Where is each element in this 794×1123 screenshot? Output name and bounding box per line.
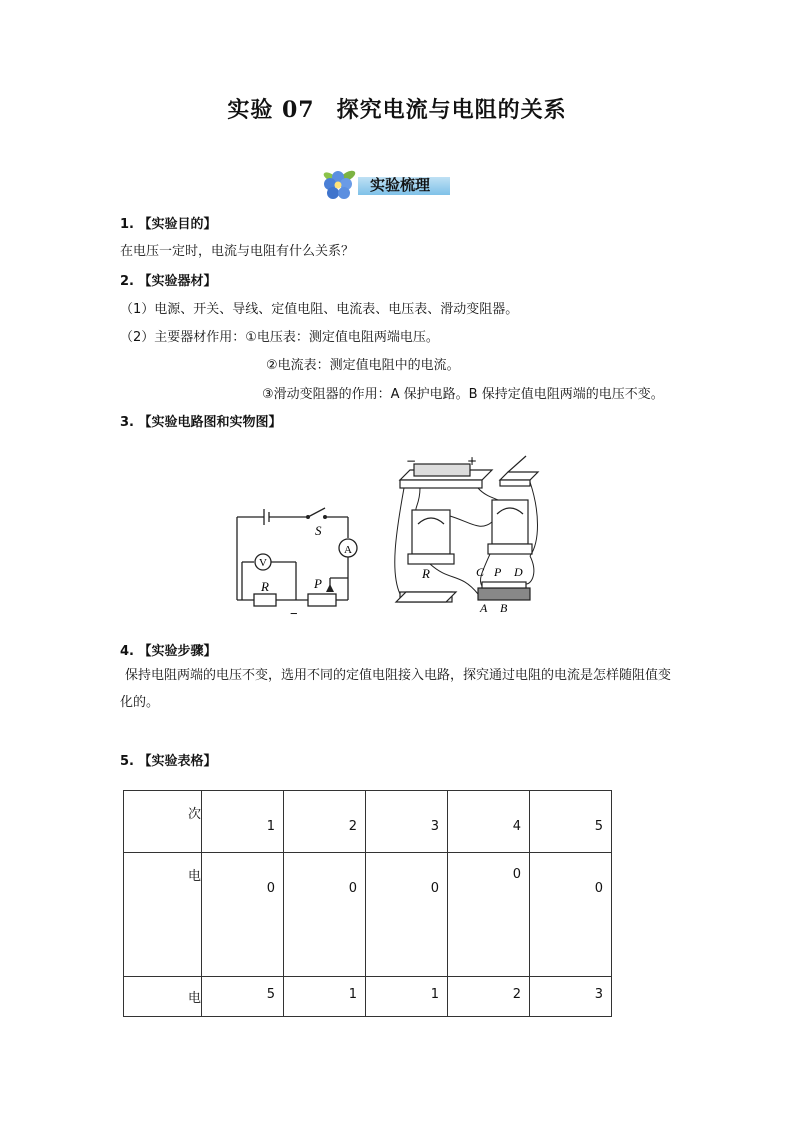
table-row-label: 次 [188, 807, 202, 822]
rheostat-d-label: D [514, 565, 523, 579]
ammeter-symbol-label: A [344, 544, 352, 556]
rheostat-c-label: C [476, 565, 485, 579]
table-cell: 5 [530, 791, 612, 853]
equipment-role-ammeter: ②电流表：测定值电阻中的电流。 [266, 358, 460, 373]
battery-plus-label: + [467, 454, 478, 468]
equipment-list: （1）电源、开关、导线、定值电阻、电流表、电压表、滑动变阻器。 [120, 302, 519, 317]
section-banner [318, 166, 458, 202]
apparatus-picture [390, 452, 548, 620]
table-cell: 0 [366, 853, 448, 977]
table-cell: 2 [284, 791, 366, 853]
flower-icon [318, 166, 358, 202]
section-1-heading: 1. 【实验目的】 [120, 217, 217, 232]
table-cell: 2 [448, 977, 530, 1017]
rheostat-b-label: B [500, 601, 508, 615]
table-cell: 5 [202, 977, 284, 1017]
battery-minus-label: − [406, 454, 417, 468]
table-row-label-cell [124, 977, 202, 1017]
banner-label: 实验梳理 [370, 176, 431, 194]
circuit-diagram [230, 500, 360, 620]
section-1-text: 在电压一定时，电流与电阻有什么关系？ [120, 244, 355, 259]
section-4-heading: 4. 【实验步骤】 [120, 644, 217, 659]
table-row [124, 853, 612, 977]
data-table [123, 790, 612, 1017]
resistor-label: R [261, 579, 269, 594]
table-row [124, 791, 612, 853]
page-title [0, 93, 794, 124]
table-cell: 4 [448, 791, 530, 853]
table-cell: 3 [366, 791, 448, 853]
rheostat-p-label: P [494, 565, 502, 579]
table-row-label-cell [124, 853, 202, 977]
table-row-label: 电 [188, 869, 202, 884]
table-row-label-cell [124, 791, 202, 853]
table-cell: 3 [530, 977, 612, 1017]
title-experiment-topic: 探究电流与电阻的关系 [336, 97, 567, 123]
title-experiment-number: 实验 07 [227, 97, 315, 123]
section-2-heading: 2. 【实验器材】 [120, 274, 217, 289]
slider-label: P [314, 576, 322, 591]
section-4-text: 保持电阻两端的电压不变，选用不同的定值电阻接入电路，探究通过电阻的电流是怎样随阻值变化的。 [120, 668, 672, 710]
terminal-minus-label: − [290, 606, 298, 620]
section-3-heading: 3. 【实验电路图和实物图】 [120, 415, 282, 430]
table-cell: 1 [366, 977, 448, 1017]
switch-label: S [315, 523, 322, 538]
table-cell: 0 [202, 853, 284, 977]
apparatus-resistor-label: R [422, 566, 430, 581]
section-5-heading: 5. 【实验表格】 [120, 754, 217, 769]
table-cell: 0 [448, 853, 530, 977]
table-cell: 0 [530, 853, 612, 977]
table-row [124, 977, 612, 1017]
table-cell: 0 [284, 853, 366, 977]
rheostat-a-label: A [480, 601, 488, 615]
equipment-role-voltmeter: （2）主要器材作用：①电压表：测定值电阻两端电压。 [120, 330, 439, 345]
equipment-role-rheostat: ③滑动变阻器的作用：A 保护电路。B 保持定值电阻两端的电压不变。 [262, 387, 664, 402]
table-cell: 1 [202, 791, 284, 853]
table-cell: 1 [284, 977, 366, 1017]
voltmeter-symbol-label: V [259, 557, 267, 569]
table-row-label: 电 [188, 991, 202, 1006]
